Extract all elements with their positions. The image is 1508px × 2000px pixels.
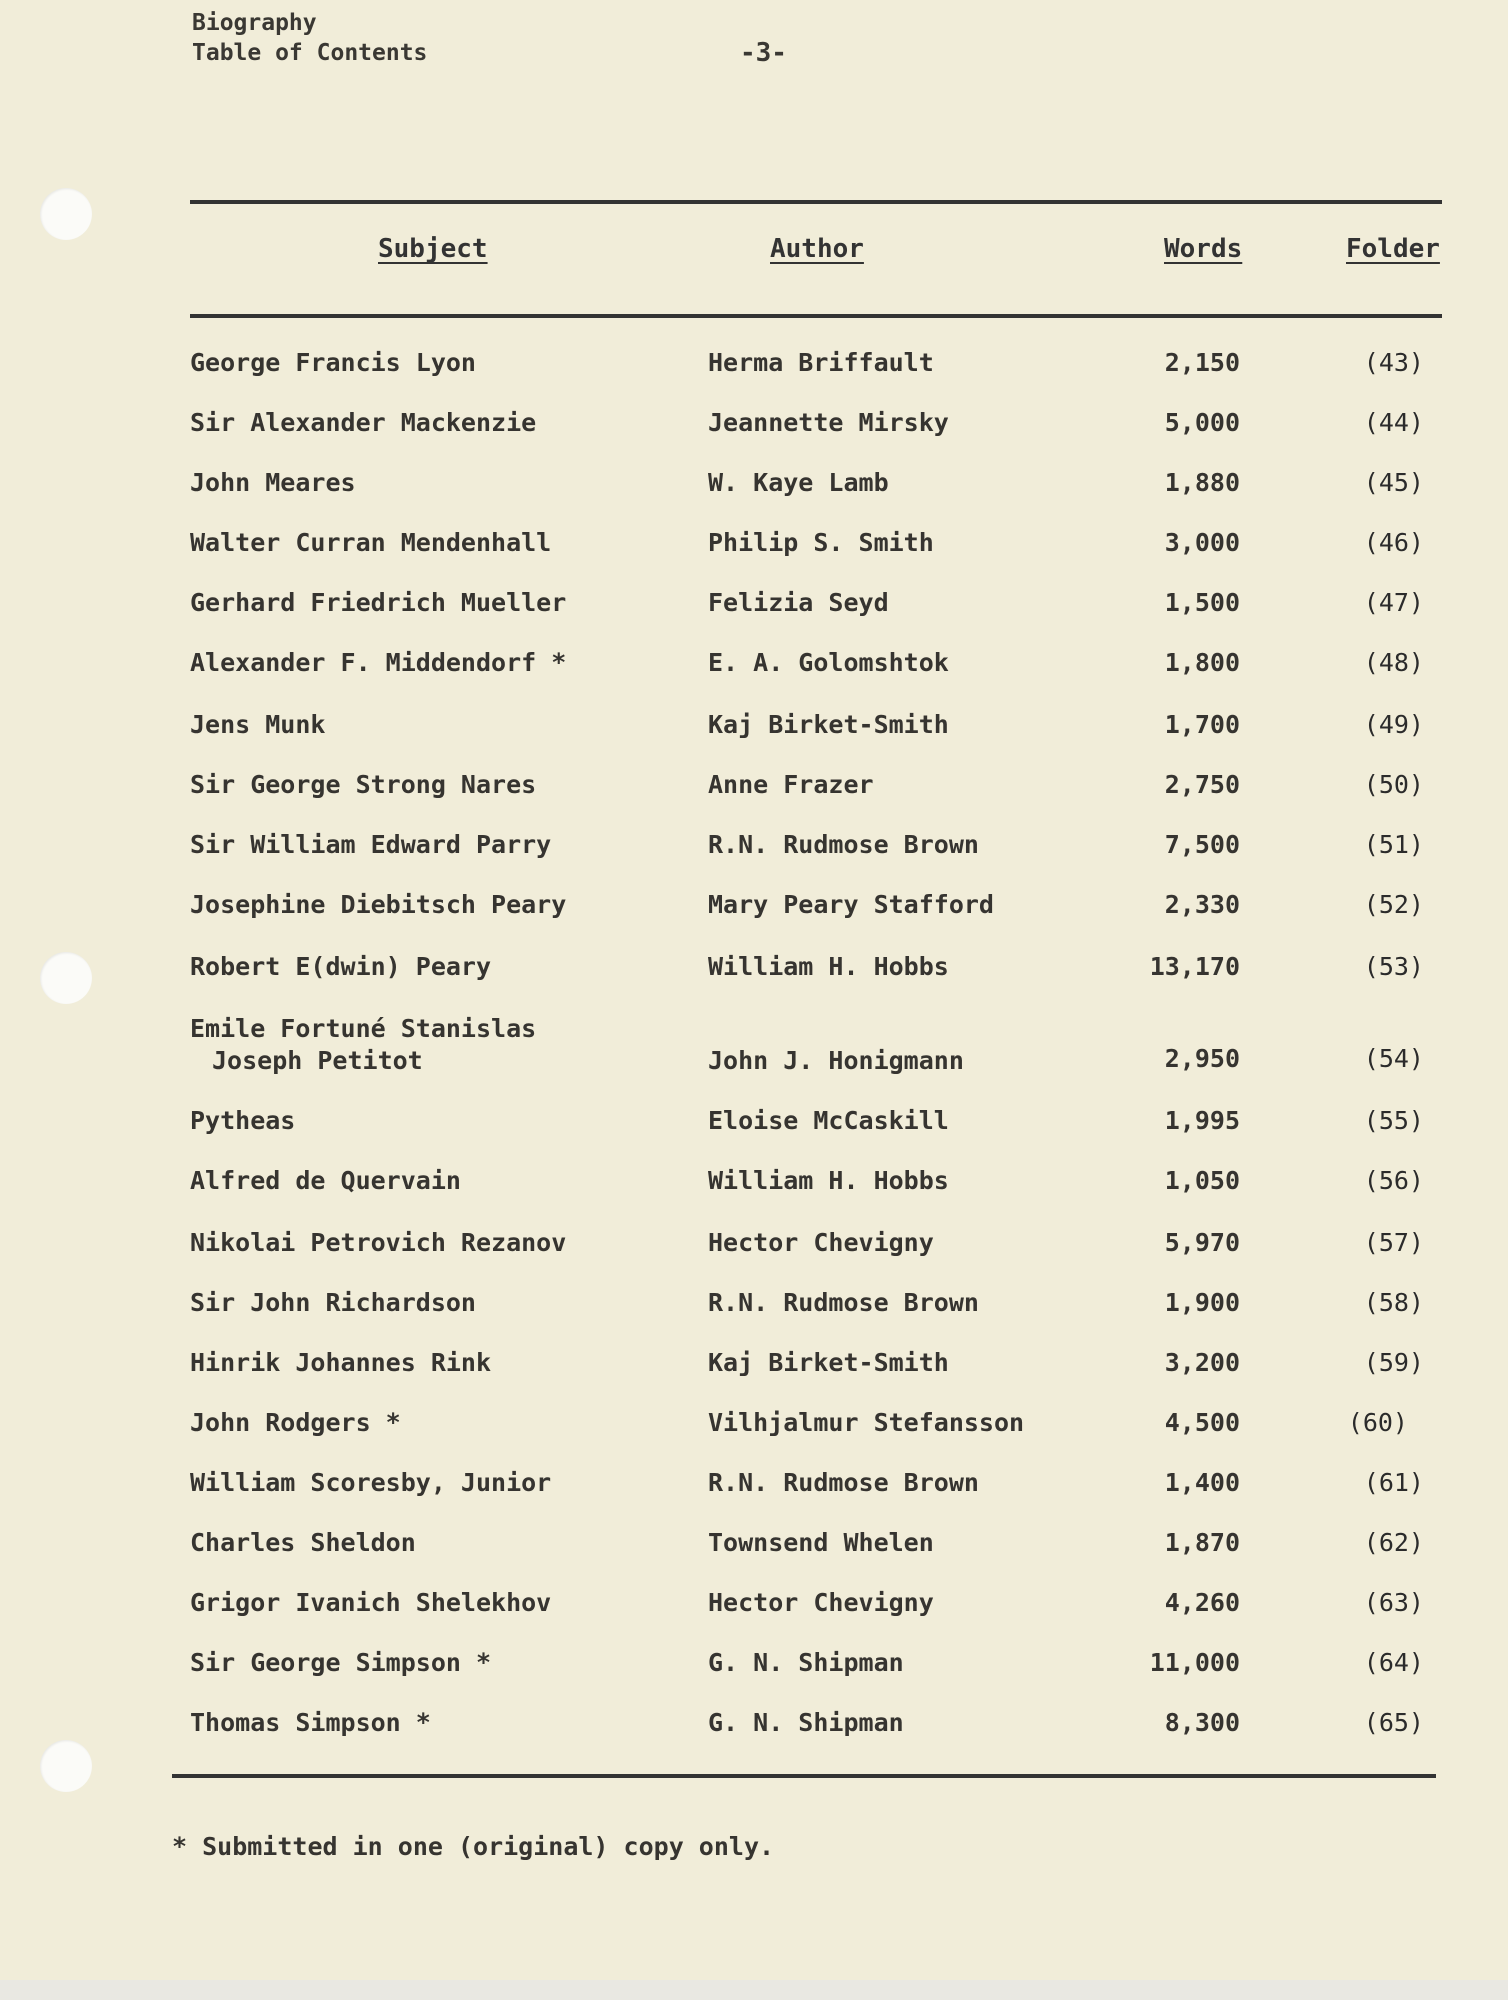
words-cell: 4,260 <box>1164 1588 1240 1617</box>
author-cell: R.N. Rudmose Brown <box>708 830 979 859</box>
folder-cell: (63) <box>1363 1588 1424 1617</box>
scan-bottom-edge <box>0 1980 1508 2000</box>
subject-cell: George Francis Lyon <box>190 348 476 377</box>
subject-cell: Sir Alexander Mackenzie <box>190 408 537 437</box>
column-header-subject: Subject <box>378 234 488 264</box>
folder-cell: (65) <box>1363 1708 1424 1737</box>
folder-cell: (50) <box>1363 770 1424 799</box>
subject-cell: Sir William Edward Parry <box>190 830 552 859</box>
subject-cell: Walter Curran Mendenhall <box>190 528 552 557</box>
author-cell: William H. Hobbs <box>708 952 949 981</box>
words-cell: 2,330 <box>1164 890 1240 919</box>
folder-cell: (49) <box>1363 710 1424 739</box>
words-cell: 7,500 <box>1164 830 1240 859</box>
author-cell: R.N. Rudmose Brown <box>708 1468 979 1497</box>
table-row <box>0 408 1508 448</box>
bottom-rule <box>172 1774 1436 1778</box>
words-cell: 1,400 <box>1164 1468 1240 1497</box>
author-cell: Anne Frazer <box>708 770 874 799</box>
author-cell: Hector Chevigny <box>708 1588 934 1617</box>
subject-cell: Pytheas <box>190 1106 296 1135</box>
subject-cell: Sir George Strong Nares <box>190 770 537 799</box>
folder-cell: (56) <box>1363 1166 1424 1195</box>
top-rule <box>190 200 1442 204</box>
table-row <box>0 1014 1508 1094</box>
author-cell: G. N. Shipman <box>708 1648 904 1677</box>
subject-cell-continued: Joseph Petitot <box>212 1046 423 1075</box>
words-cell: 1,870 <box>1164 1528 1240 1557</box>
table-row <box>0 1528 1508 1568</box>
subject-cell: Grigor Ivanich Shelekhov <box>190 1588 552 1617</box>
header-title-line2: Table of Contents <box>192 40 428 66</box>
folder-cell: (47) <box>1363 588 1424 617</box>
author-cell: Herma Briffault <box>708 348 934 377</box>
words-cell: 5,000 <box>1164 408 1240 437</box>
subject-cell: Charles Sheldon <box>190 1528 416 1557</box>
table-row <box>0 588 1508 628</box>
words-cell: 1,900 <box>1164 1288 1240 1317</box>
folder-cell: (52) <box>1363 890 1424 919</box>
author-cell: Jeannette Mirsky <box>708 408 949 437</box>
subject-cell: William Scoresby, Junior <box>190 1468 552 1497</box>
subject-cell: Alexander F. Middendorf * <box>190 648 567 677</box>
subject-cell: Alfred de Quervain <box>190 1166 461 1195</box>
subject-cell: Jens Munk <box>190 710 326 739</box>
subject-cell: John Meares <box>190 468 356 497</box>
folder-cell: (43) <box>1363 348 1424 377</box>
table-row <box>0 348 1508 388</box>
words-cell: 11,000 <box>1149 1648 1240 1677</box>
binder-hole-top <box>40 188 92 240</box>
author-cell: Vilhjalmur Stefansson <box>708 1408 1025 1437</box>
table-row <box>0 770 1508 810</box>
folder-cell: (48) <box>1363 648 1424 677</box>
author-cell: Eloise McCaskill <box>708 1106 949 1135</box>
author-cell: G. N. Shipman <box>708 1708 904 1737</box>
table-row <box>0 1348 1508 1388</box>
author-cell: Philip S. Smith <box>708 528 934 557</box>
author-cell: Mary Peary Stafford <box>708 890 994 919</box>
words-cell: 8,300 <box>1164 1708 1240 1737</box>
page-number: -3- <box>740 38 787 68</box>
words-cell: 3,200 <box>1164 1348 1240 1377</box>
table-row <box>0 1106 1508 1146</box>
words-cell: 3,000 <box>1164 528 1240 557</box>
table-row <box>0 1288 1508 1328</box>
table-row <box>0 528 1508 568</box>
words-cell: 4,500 <box>1164 1408 1240 1437</box>
words-cell: 1,050 <box>1164 1166 1240 1195</box>
table-row <box>0 1648 1508 1688</box>
author-cell: William H. Hobbs <box>708 1166 949 1195</box>
folder-cell: (64) <box>1363 1648 1424 1677</box>
words-cell: 2,750 <box>1164 770 1240 799</box>
author-cell: W. Kaye Lamb <box>708 468 889 497</box>
table-row <box>0 1166 1508 1206</box>
table-row <box>0 710 1508 750</box>
subject-cell: Sir George Simpson * <box>190 1648 492 1677</box>
folder-cell: (58) <box>1363 1288 1424 1317</box>
author-cell: Felizia Seyd <box>708 588 889 617</box>
subject-cell: Thomas Simpson * <box>190 1708 431 1737</box>
table-row <box>0 1588 1508 1628</box>
table-row <box>0 1708 1508 1748</box>
column-header-folder: Folder <box>1346 234 1440 264</box>
folder-cell: (59) <box>1363 1348 1424 1377</box>
subject-cell: Emile Fortuné Stanislas <box>190 1014 537 1043</box>
column-header-words: Words <box>1164 234 1243 264</box>
words-cell: 1,500 <box>1164 588 1240 617</box>
words-cell: 13,170 <box>1149 952 1240 981</box>
subject-cell: John Rodgers * <box>190 1408 401 1437</box>
subject-cell: Sir John Richardson <box>190 1288 476 1317</box>
table-row <box>0 890 1508 930</box>
words-cell: 2,950 <box>1164 1044 1240 1073</box>
author-cell: Hector Chevigny <box>708 1228 934 1257</box>
footnote: * Submitted in one (original) copy only. <box>172 1832 775 1861</box>
table-row <box>0 1408 1508 1448</box>
table-row <box>0 1228 1508 1268</box>
folder-cell: (46) <box>1363 528 1424 557</box>
column-header-author: Author <box>770 234 864 264</box>
author-cell: R.N. Rudmose Brown <box>708 1288 979 1317</box>
words-cell: 1,700 <box>1164 710 1240 739</box>
folder-cell: (51) <box>1363 830 1424 859</box>
table-row <box>0 648 1508 688</box>
author-cell: Kaj Birket-Smith <box>708 710 949 739</box>
words-cell: 1,880 <box>1164 468 1240 497</box>
folder-cell: (45) <box>1363 468 1424 497</box>
subject-cell: Gerhard Friedrich Mueller <box>190 588 567 617</box>
header-rule <box>190 314 1442 318</box>
author-cell: E. A. Golomshtok <box>708 648 949 677</box>
folder-cell: (62) <box>1363 1528 1424 1557</box>
subject-cell: Hinrik Johannes Rink <box>190 1348 492 1377</box>
author-cell: Townsend Whelen <box>708 1528 934 1557</box>
subject-cell: Josephine Diebitsch Peary <box>190 890 567 919</box>
subject-cell: Nikolai Petrovich Rezanov <box>190 1228 567 1257</box>
table-row <box>0 1468 1508 1508</box>
folder-cell: (54) <box>1363 1044 1424 1073</box>
folder-cell: (61) <box>1363 1468 1424 1497</box>
table-row <box>0 830 1508 870</box>
words-cell: 1,800 <box>1164 648 1240 677</box>
table-row <box>0 952 1508 992</box>
folder-cell: (60) <box>1347 1408 1408 1437</box>
subject-cell: Robert E(dwin) Peary <box>190 952 492 981</box>
folder-cell: (57) <box>1363 1228 1424 1257</box>
folder-cell: (44) <box>1363 408 1424 437</box>
header-title-line1: Biography <box>192 10 317 36</box>
folder-cell: (53) <box>1363 952 1424 981</box>
folder-cell: (55) <box>1363 1106 1424 1135</box>
words-cell: 5,970 <box>1164 1228 1240 1257</box>
words-cell: 2,150 <box>1164 348 1240 377</box>
author-cell: John J. Honigmann <box>708 1046 964 1075</box>
author-cell: Kaj Birket-Smith <box>708 1348 949 1377</box>
table-row <box>0 468 1508 508</box>
words-cell: 1,995 <box>1164 1106 1240 1135</box>
